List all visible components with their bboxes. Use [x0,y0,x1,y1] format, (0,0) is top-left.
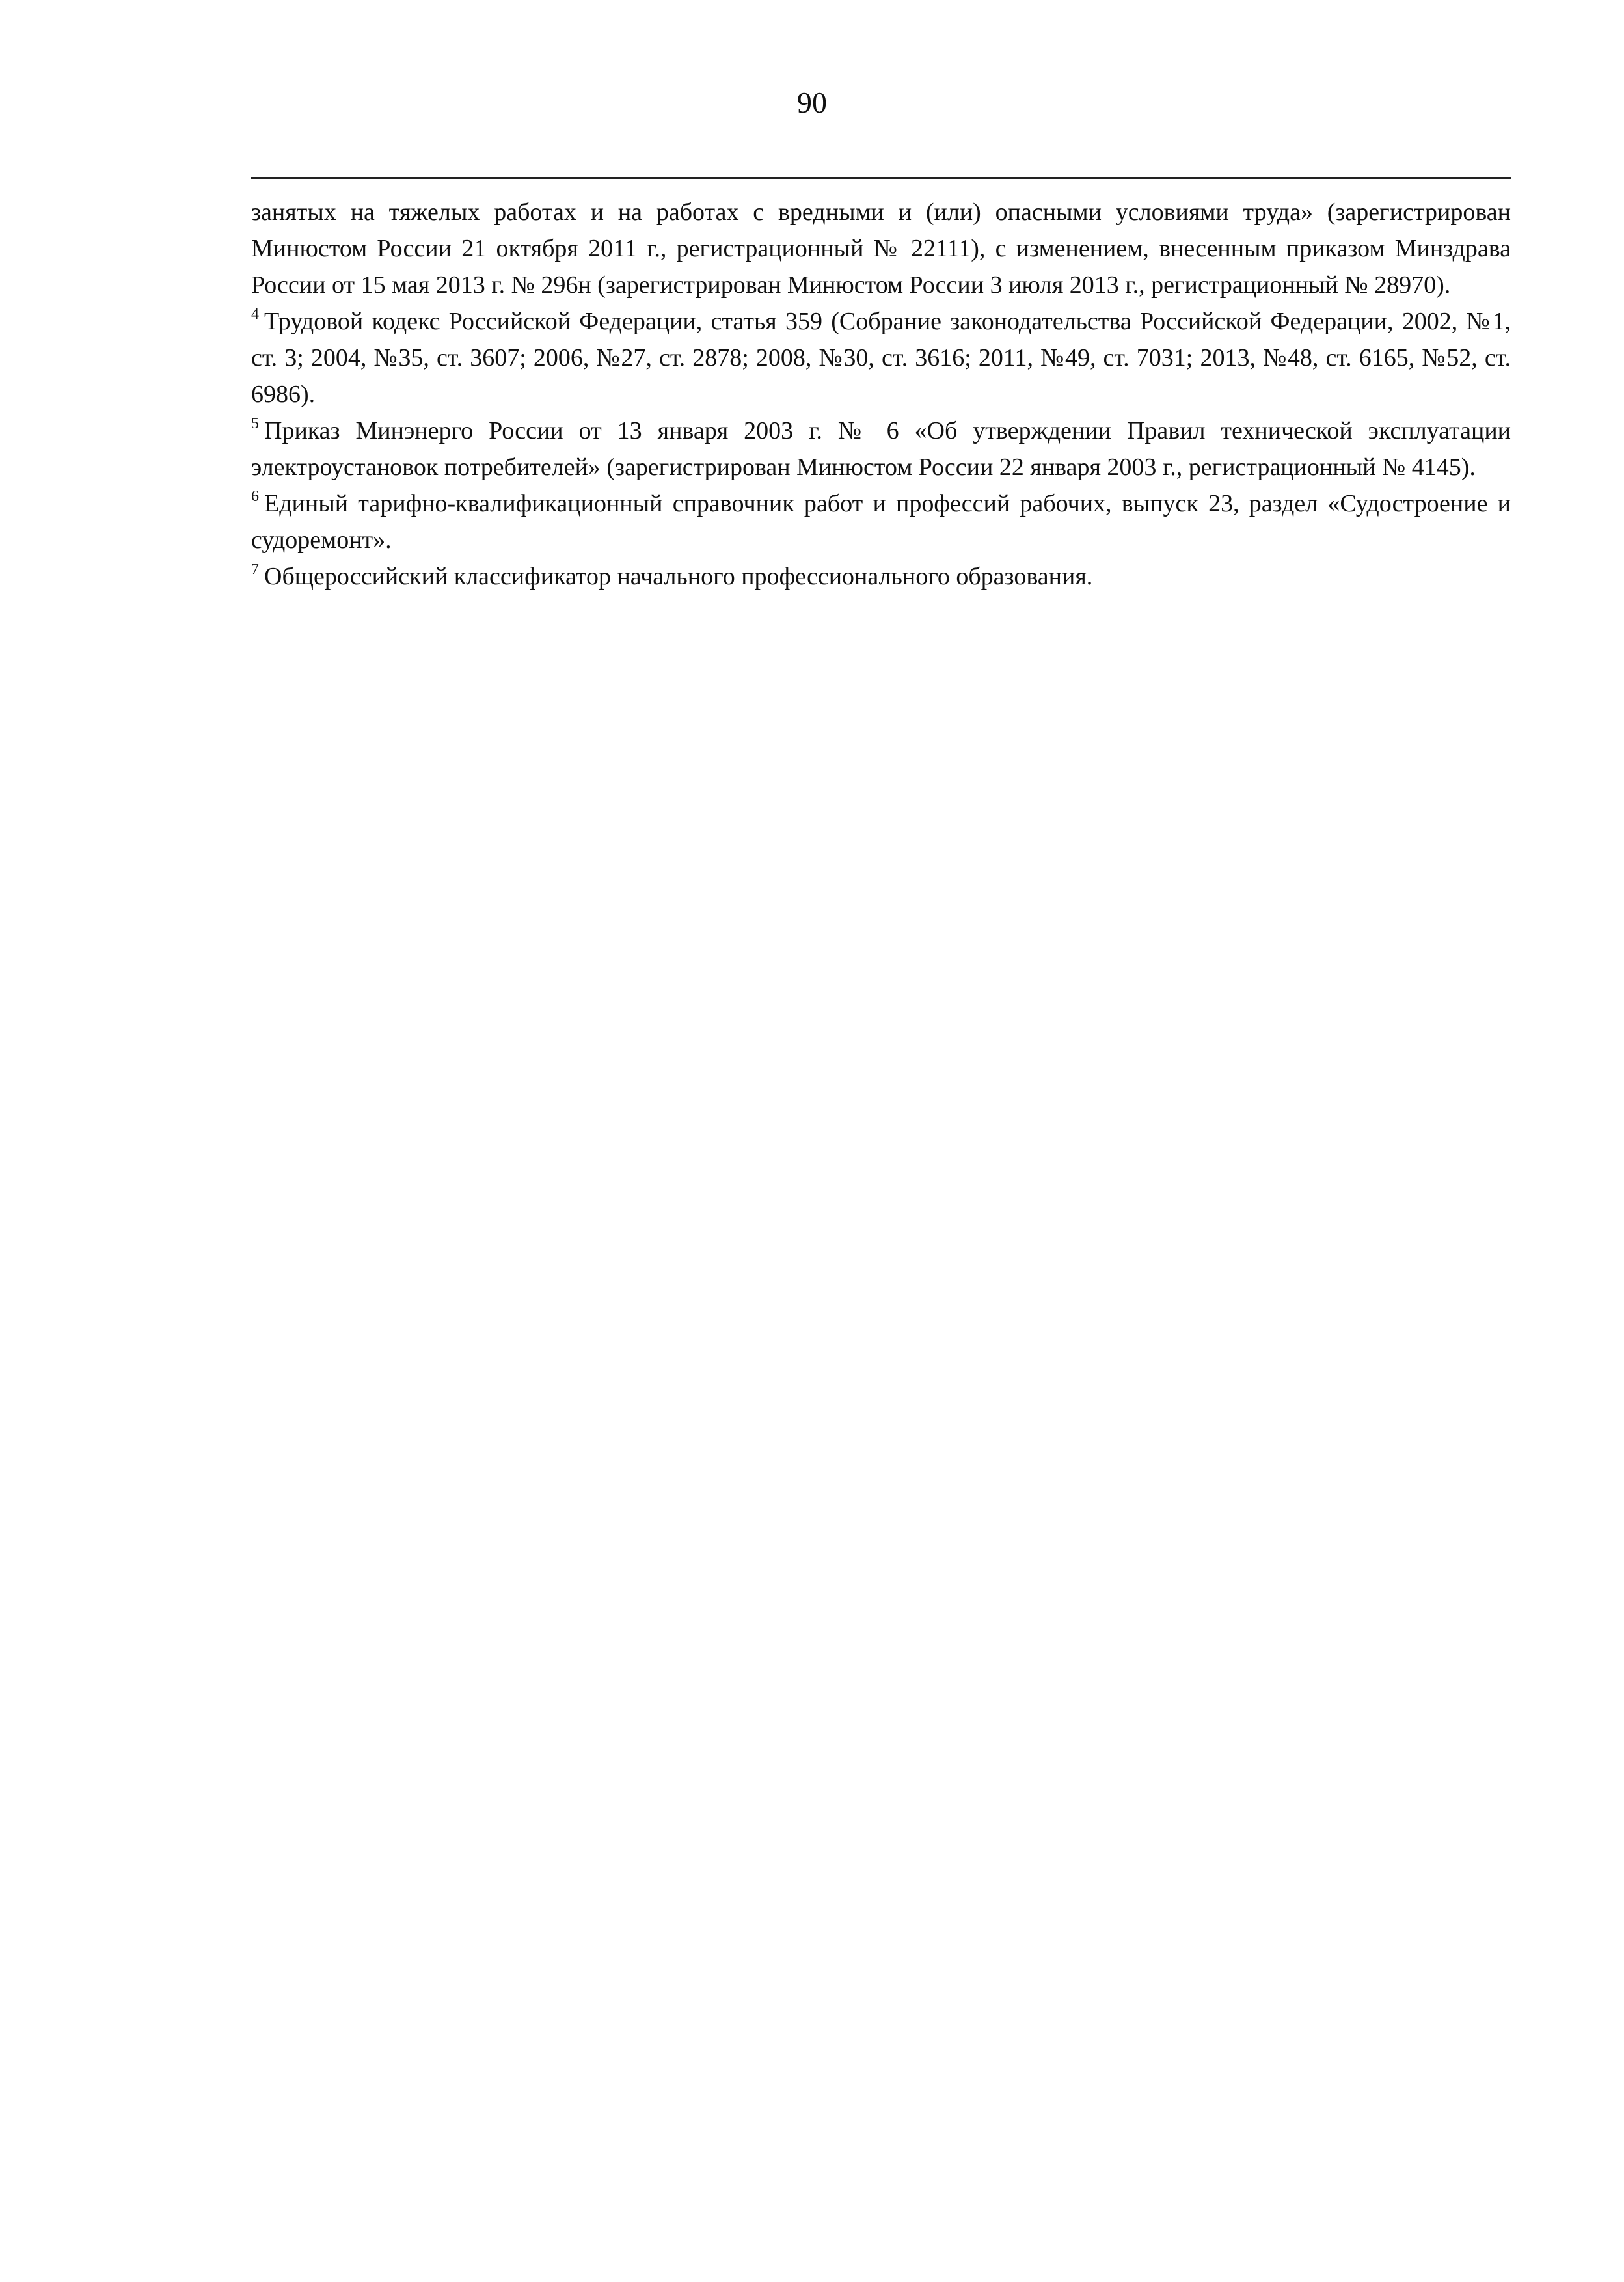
footnote-continuation [251,194,1511,303]
footnote-text: занятых на тяжелых работах и на работах с вредными и (или) опасными условиями труда» (зарегистрирован Минюстом России 21 октября 2011 г., регистрационный № 22111), с изменением, внесенным приказом Минздрава России от 15 мая 2013 г. № 296н (зарегистрирован Минюстом России 3 июля 2013 г., регистрационный № 28970). [251,198,1511,299]
footnote-marker: 4 [251,306,259,323]
page-number: 90 [797,86,827,119]
footnote-4 [251,303,1511,413]
footnote-text: Единый тарифно-квалификационный справочник работ и профессий рабочих, выпуск 23, раздел «Судостроение и судоремонт». [251,490,1511,554]
footnote-marker: 6 [251,488,259,505]
footnote-text: Приказ Минэнерго России от 13 января 2003 г. № 6 «Об утверждении Правил технической эксплуатации электроустановок потребителей» (зарегистрирован Минюстом России 22 января 2003 г., регистрационный № 4145). [251,417,1511,481]
footnote-6 [251,485,1511,558]
footnote-marker: 7 [251,561,259,578]
footnote-marker: 5 [251,415,259,432]
footnotes-section [251,194,1511,595]
footnote-separator [251,177,1511,179]
footnote-text: Общероссийский классификатор начального профессионального образования. [264,563,1093,590]
footnote-text: Трудовой кодекс Российской Федерации, статья 359 (Собрание законодательства Российской Федерации, 2002, №1, ст. 3; 2004, №35, ст. 3607; 2006, №27, ст. 2878; 2008, №30, ст. 3616; 2011, №49, ст. 7031; 2013, №48, ст. 6165, №52, ст. 6986). [251,308,1511,408]
footnote-5 [251,413,1511,485]
footnote-7 [251,558,1511,595]
